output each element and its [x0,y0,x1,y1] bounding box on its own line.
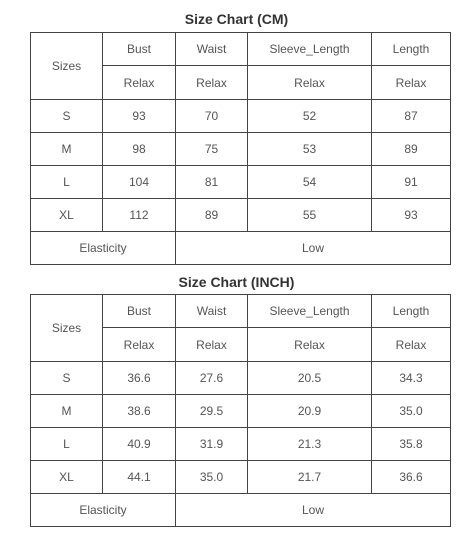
elasticity-value: Low [176,494,451,527]
value-cell: 89 [176,199,248,232]
cm-fit-cell: Relax [103,66,176,100]
table-row [31,461,451,494]
size-cell: L [31,166,103,199]
inch-waist-header: Waist [176,295,248,328]
value-cell: 29.5 [176,395,248,428]
inch-fit-cell: Relax [372,328,451,362]
value-cell: 55 [248,199,372,232]
elasticity-label: Elasticity [31,494,176,527]
table-row [31,395,451,428]
value-cell: 20.9 [248,395,372,428]
cm-bust-header: Bust [103,33,176,66]
value-cell: 38.6 [103,395,176,428]
size-cell: XL [31,461,103,494]
value-cell: 35.0 [176,461,248,494]
table-row [31,166,451,199]
size-cell: S [31,362,103,395]
value-cell: 89 [372,133,451,166]
cm-header-row [31,33,451,66]
table-row [31,362,451,395]
value-cell: 44.1 [103,461,176,494]
inch-header-row [31,295,451,328]
value-cell: 35.8 [372,428,451,461]
value-cell: 81 [176,166,248,199]
table-row [31,428,451,461]
inch-elasticity-row [31,494,451,527]
inch-size-table [30,294,451,527]
inch-fit-cell: Relax [176,328,248,362]
value-cell: 54 [248,166,372,199]
value-cell: 21.7 [248,461,372,494]
value-cell: 35.0 [372,395,451,428]
inch-sleeve-length-header: Sleeve_Length [248,295,372,328]
inch-chart-title: Size Chart (INCH) [178,274,295,290]
cm-chart-title: Size Chart (CM) [184,11,289,27]
size-cell: M [31,133,103,166]
inch-length-header: Length [372,295,451,328]
size-cell: S [31,100,103,133]
value-cell: 93 [372,199,451,232]
value-cell: 98 [103,133,176,166]
value-cell: 104 [103,166,176,199]
size-cell: L [31,428,103,461]
inch-fit-cell: Relax [103,328,176,362]
cm-elasticity-row [31,232,451,265]
elasticity-label: Elasticity [31,232,176,265]
value-cell: 70 [176,100,248,133]
value-cell: 36.6 [372,461,451,494]
inch-sizes-header: Sizes [31,295,103,362]
cm-sizes-header: Sizes [31,33,103,100]
cm-sleeve-length-header: Sleeve_Length [248,33,372,66]
cm-size-table [30,32,451,265]
value-cell: 112 [103,199,176,232]
value-cell: 75 [176,133,248,166]
value-cell: 36.6 [103,362,176,395]
value-cell: 20.5 [248,362,372,395]
elasticity-value: Low [176,232,451,265]
cm-length-header: Length [372,33,451,66]
size-cell: XL [31,199,103,232]
value-cell: 87 [372,100,451,133]
value-cell: 27.6 [176,362,248,395]
size-cell: M [31,395,103,428]
table-row [31,199,451,232]
table-row [31,133,451,166]
value-cell: 21.3 [248,428,372,461]
cm-fit-cell: Relax [248,66,372,100]
table-row [31,100,451,133]
value-cell: 34.3 [372,362,451,395]
value-cell: 31.9 [176,428,248,461]
value-cell: 53 [248,133,372,166]
value-cell: 52 [248,100,372,133]
inch-fit-cell: Relax [248,328,372,362]
value-cell: 91 [372,166,451,199]
cm-waist-header: Waist [176,33,248,66]
value-cell: 93 [103,100,176,133]
cm-fit-cell: Relax [372,66,451,100]
value-cell: 40.9 [103,428,176,461]
inch-bust-header: Bust [103,295,176,328]
cm-fit-cell: Relax [176,66,248,100]
